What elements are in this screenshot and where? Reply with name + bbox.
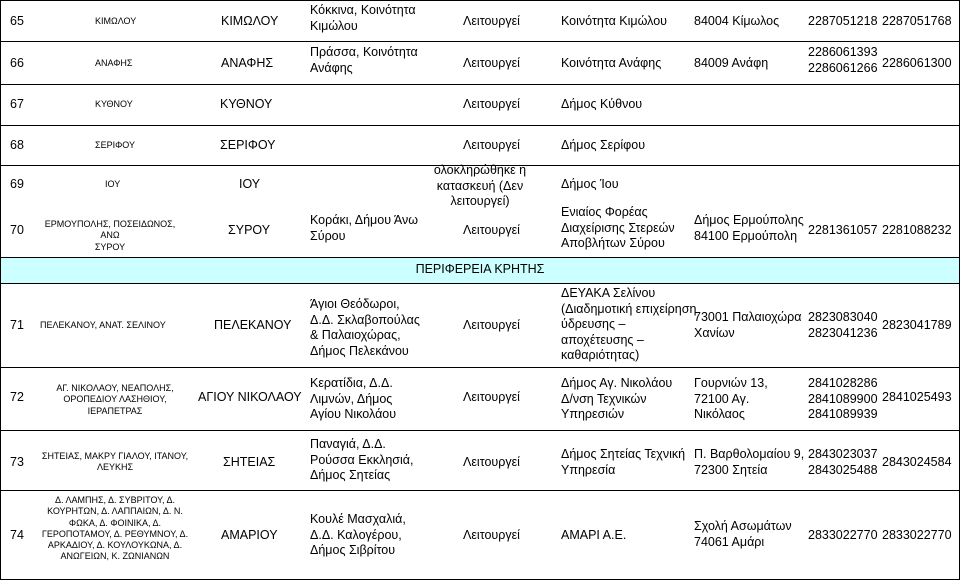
managing-body-cell: Ενιαίος Φορέας Διαχείρισης Στερεών Αποβλήτων Σύρου <box>561 205 675 250</box>
phone-cell: 2286061393 2286061266 <box>808 45 878 75</box>
row-rule <box>0 257 960 258</box>
row-rule <box>0 41 960 42</box>
unit-cell: ΣΥΡΟΥ <box>228 223 271 237</box>
unit-cell: ΣΕΡΙΦΟΥ <box>220 138 276 152</box>
area-cell: ΣΗΤΕΙΑΣ, ΜΑΚΡΥ ΓΙΑΛΟΥ, ΙΤΑΝΟΥ, ΛΕΥΚΗΣ <box>41 451 189 473</box>
phone-cell: 2287051218 <box>808 14 878 28</box>
address-cell: Δήμος Ερμούπολης 84100 Ερμούπολη <box>694 213 804 243</box>
location-cell: Παναγιά, Δ.Δ. Ρούσσα Εκκλησιά, Δήμος Σητείας <box>310 437 414 482</box>
address-cell: 73001 Παλαιοχώρα Χανίων <box>694 310 802 340</box>
status-cell: Λειτουργεί <box>463 14 520 28</box>
location-cell: Κοράκι, Δήμου Άνω Σύρου <box>310 213 418 243</box>
row-number: 65 <box>10 14 24 28</box>
status-cell: Λειτουργεί <box>463 455 520 469</box>
managing-body-cell: Δήμος Αγ. Νικολάου Δ/νση Τεχνικών Υπηρεσιών <box>561 376 673 421</box>
fax-cell: 2287051768 <box>882 14 952 28</box>
managing-body-cell: Κοινότητα Ανάφης <box>561 56 662 70</box>
row-number: 74 <box>10 528 24 542</box>
status-cell: Λειτουργεί <box>463 318 520 332</box>
row-number: 73 <box>10 455 24 469</box>
unit-cell: ΑΝΑΦΗΣ <box>221 56 274 70</box>
fax-cell: 2286061300 <box>882 56 952 70</box>
location-cell: Άγιοι Θεόδωροι, Δ.Δ. Σκλαβοπούλας & Παλαιοχώρας, Δήμος Πελεκάνου <box>310 297 420 358</box>
status-cell: Λειτουργεί <box>463 138 520 152</box>
status-cell: Λειτουργεί <box>463 390 520 404</box>
address-cell: 84004 Κίμωλος <box>694 14 780 28</box>
row-rule <box>0 490 960 491</box>
row-number: 70 <box>10 223 24 237</box>
column-rule <box>0 0 1 580</box>
status-cell: Λειτουργεί <box>463 528 520 542</box>
location-cell: Πράσσα, Κοινότητα Ανάφης <box>310 45 418 75</box>
phone-cell: 2281361057 <box>808 223 878 237</box>
unit-cell: ΚΙΜΩΛΟΥ <box>221 14 279 28</box>
fax-cell: 2281088232 <box>882 223 952 237</box>
unit-cell: ΣΗΤΕΙΑΣ <box>223 455 276 469</box>
unit-cell: ΠΕΛΕΚΑΝΟΥ <box>214 318 292 332</box>
area-cell: ΚΙΜΩΛΟΥ <box>95 16 137 26</box>
row-rule <box>0 283 960 284</box>
area-cell: ΠΕΛΕΚΑΝΟΥ, ΑΝΑΤ. ΣΕΛΙΝΟΥ <box>40 320 166 330</box>
unit-cell: ΑΜΑΡΙΟΥ <box>221 528 278 542</box>
phone-cell: 2843023037 2843025488 <box>808 447 878 477</box>
unit-cell: ΑΓΙΟΥ ΝΙΚΟΛΑΟΥ <box>198 390 302 404</box>
row-number: 67 <box>10 97 24 111</box>
status-cell: Λειτουργεί <box>463 56 520 70</box>
phone-cell: 2841028286 2841089900 2841089939 <box>808 376 878 421</box>
row-rule <box>0 0 960 1</box>
section-header: ΠΕΡΙΦΕΡΕΙΑ ΚΡΗΤΗΣ <box>415 262 545 276</box>
fax-cell: 2823041789 <box>882 318 952 332</box>
address-cell: Γουρνιών 13, 72100 Αγ. Νικόλαος <box>694 376 768 421</box>
row-number: 72 <box>10 390 24 404</box>
area-cell: ΣΕΡΙΦΟΥ <box>95 140 135 150</box>
managing-body-cell: Δήμος Κύθνου <box>561 97 643 111</box>
unit-cell: ΙΟΥ <box>239 177 261 191</box>
managing-body-cell: ΑΜΑΡΙ Α.Ε. <box>561 528 627 542</box>
unit-cell: ΚΥΘΝΟΥ <box>220 97 273 111</box>
row-number: 69 <box>10 177 24 191</box>
area-cell: ΚΥΘΝΟΥ <box>95 99 133 109</box>
row-rule <box>0 84 960 85</box>
phone-cell: 2833022770 <box>808 528 878 542</box>
area-cell: ΙΟΥ <box>105 179 121 189</box>
area-cell: ΑΓ. ΝΙΚΟΛΑΟΥ, ΝΕΑΠΟΛΗΣ, ΟΡΟΠΕΔΙΟΥ ΛΑΣΗΘΙΟΥ, ΙΕΡΑΠΕΤΡΑΣ <box>56 383 174 416</box>
row-rule <box>0 430 960 431</box>
status-cell: Λειτουργεί <box>463 97 520 111</box>
row-rule <box>0 579 960 580</box>
address-cell: 84009 Ανάφη <box>694 56 769 70</box>
area-cell: Δ. ΛΑΜΠΗΣ, Δ. ΣΥΒΡΙΤΟΥ, Δ. ΚΟΥΡΗΤΩΝ, Δ. ΛΑΠΠΑΙΩΝ, Δ. Ν. ΦΩΚΑ, Δ. ΦΟΙΝΙΚΑ, Δ. ΓΕΡΟΠΟΤΑΜΟΥ, Δ. ΡΕΘΥΜΝΟΥ, Δ. ΑΡΚΑΔΙΟΥ, Δ. ΚΟΥΛΟΥΚΩΝΑ, Δ. ΑΝΩΓΕΙΩΝ, Κ. ΖΩΝΙΑΝΩΝ <box>41 495 189 562</box>
managing-body-cell: Δήμος Σερίφου <box>561 138 646 152</box>
address-cell: Π. Βαρθολομαίου 9, 72300 Σητεία <box>694 447 805 477</box>
area-cell: ΕΡΜΟΥΠΟΛΗΣ, ΠΟΣΕΙΔΩΝΟΣ, ΑΝΩ ΣΥΡΟΥ <box>44 219 176 252</box>
managing-body-cell: Κοινότητα Κιμώλου <box>561 14 667 28</box>
row-number: 66 <box>10 56 24 70</box>
row-rule <box>0 367 960 368</box>
fax-cell: 2841025493 <box>882 390 952 404</box>
row-number: 71 <box>10 318 24 332</box>
address-cell: Σχολή Ασωμάτων 74061 Αμάρι <box>694 519 792 549</box>
row-rule <box>0 125 960 126</box>
fax-cell: 2833022770 <box>882 528 952 542</box>
location-cell: Κόκκινα, Κοινότητα Κιμώλου <box>310 3 416 33</box>
location-cell: Κερατίδια, Δ.Δ. Λιμνών, Δήμος Αγίου Νικολάου <box>310 376 397 421</box>
phone-cell: 2823083040 2823041236 <box>808 310 878 340</box>
status-cell: ολοκληρώθηκε η κατασκευή (Δεν λειτουργεί) <box>433 163 527 208</box>
location-cell: Κουλέ Μασχαλιά, Δ.Δ. Καλογέρου, Δήμος Σιβρίτου <box>310 512 406 557</box>
row-number: 68 <box>10 138 24 152</box>
fax-cell: 2843024584 <box>882 455 952 469</box>
managing-body-cell: ΔΕΥΑΚΑ Σελίνου (Διαδημοτική επιχείρηση ύδρευσης – αποχέτευσης – καθαριότητας) <box>561 286 697 362</box>
area-cell: ΑΝΑΦΗΣ <box>95 58 133 68</box>
managing-body-cell: Δήμος Ίου <box>561 177 619 191</box>
status-cell: Λειτουργεί <box>463 223 520 237</box>
managing-body-cell: Δήμος Σητείας Τεχνική Υπηρεσία <box>561 447 686 477</box>
